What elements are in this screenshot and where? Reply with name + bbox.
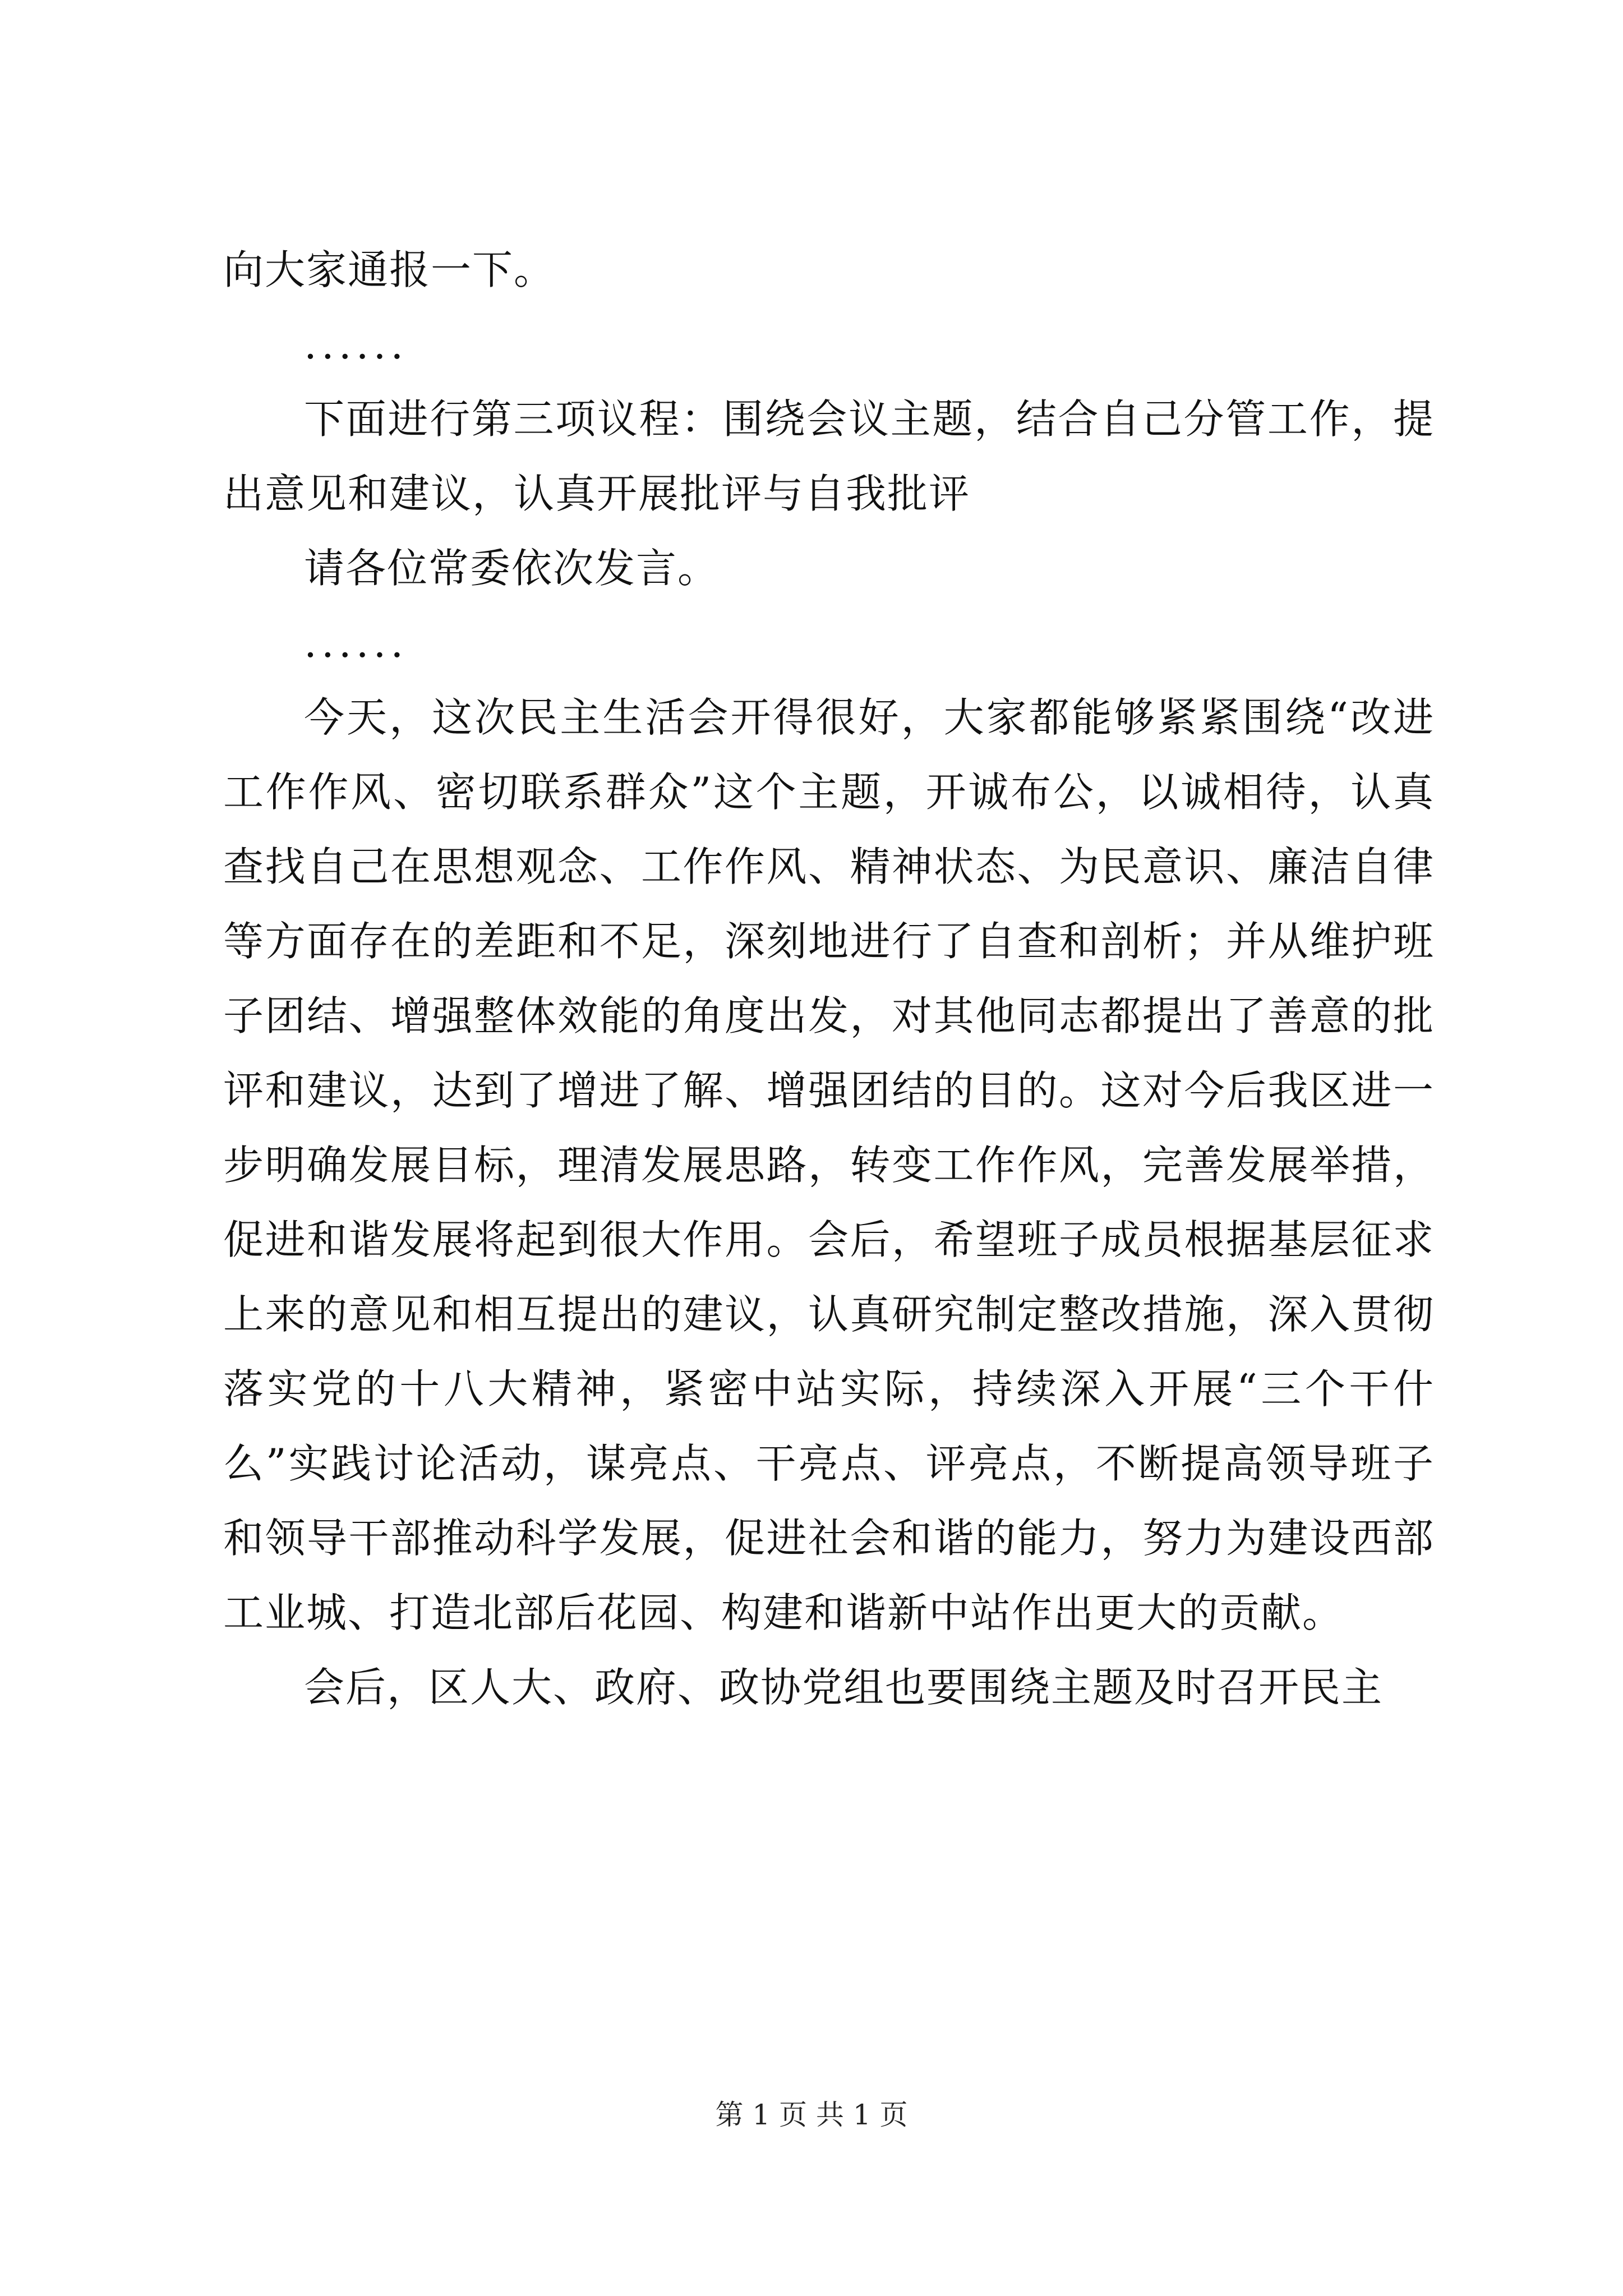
page-footer: 第 1 页 共 1 页 <box>715 2099 908 2131</box>
paragraph-invite-speakers: 请各位常委依次发言。 <box>304 545 720 592</box>
paragraph-1: 向大家通报一下。 <box>223 246 556 293</box>
ellipsis-2: ...... <box>304 619 408 666</box>
paragraph-after-meeting: 会后，区人大、政府、政协党组也要围绕主题及时召开民主 <box>304 1664 1384 1711</box>
ellipsis-1: ...... <box>304 321 408 368</box>
paragraph-summary: 今天，这次民主生活会开得很好，大家都能够紧紧围绕“改进工作作风、密切联系群众”这个主题，开诚布公，以诚相待，认真查找自己在思想观念、工作作风、精神状态、为民意识、廉洁自律等方面存在的差距和不足，深刻地进行了自查和剖析；并从维护班子团结、增强整体效能的角度出发，对其他同志都提出了善意的批评和建议，达到了增进了解、增强团结的目的。这对今后我区进一步明确发展目标，理清发展思路，转变工作作风，完善发展举措，促进和谐发展将起到很大作用。会后，希望班子成员根据基层征求上来的意见和相互提出的建议，认真研究制定整改措施，深入贯彻落实党的十八大精神，紧密中站实际，持续深入开展“三个干什么”实践讨论活动，谋亮点、干亮点、评亮点，不断提高领导班子和领导干部推动科学发展，促进社会和谐的能力，努力为建设西部工业城、打造北部后花园、构建和谐新中站作出更大的贡献。 <box>223 694 1435 1636</box>
paragraph-agenda-3: 下面进行第三项议程：围绕会议主题，结合自己分管工作，提出意见和建议，认真开展批评与自我批评 <box>223 395 1435 517</box>
document-body <box>223 233 1435 1725</box>
